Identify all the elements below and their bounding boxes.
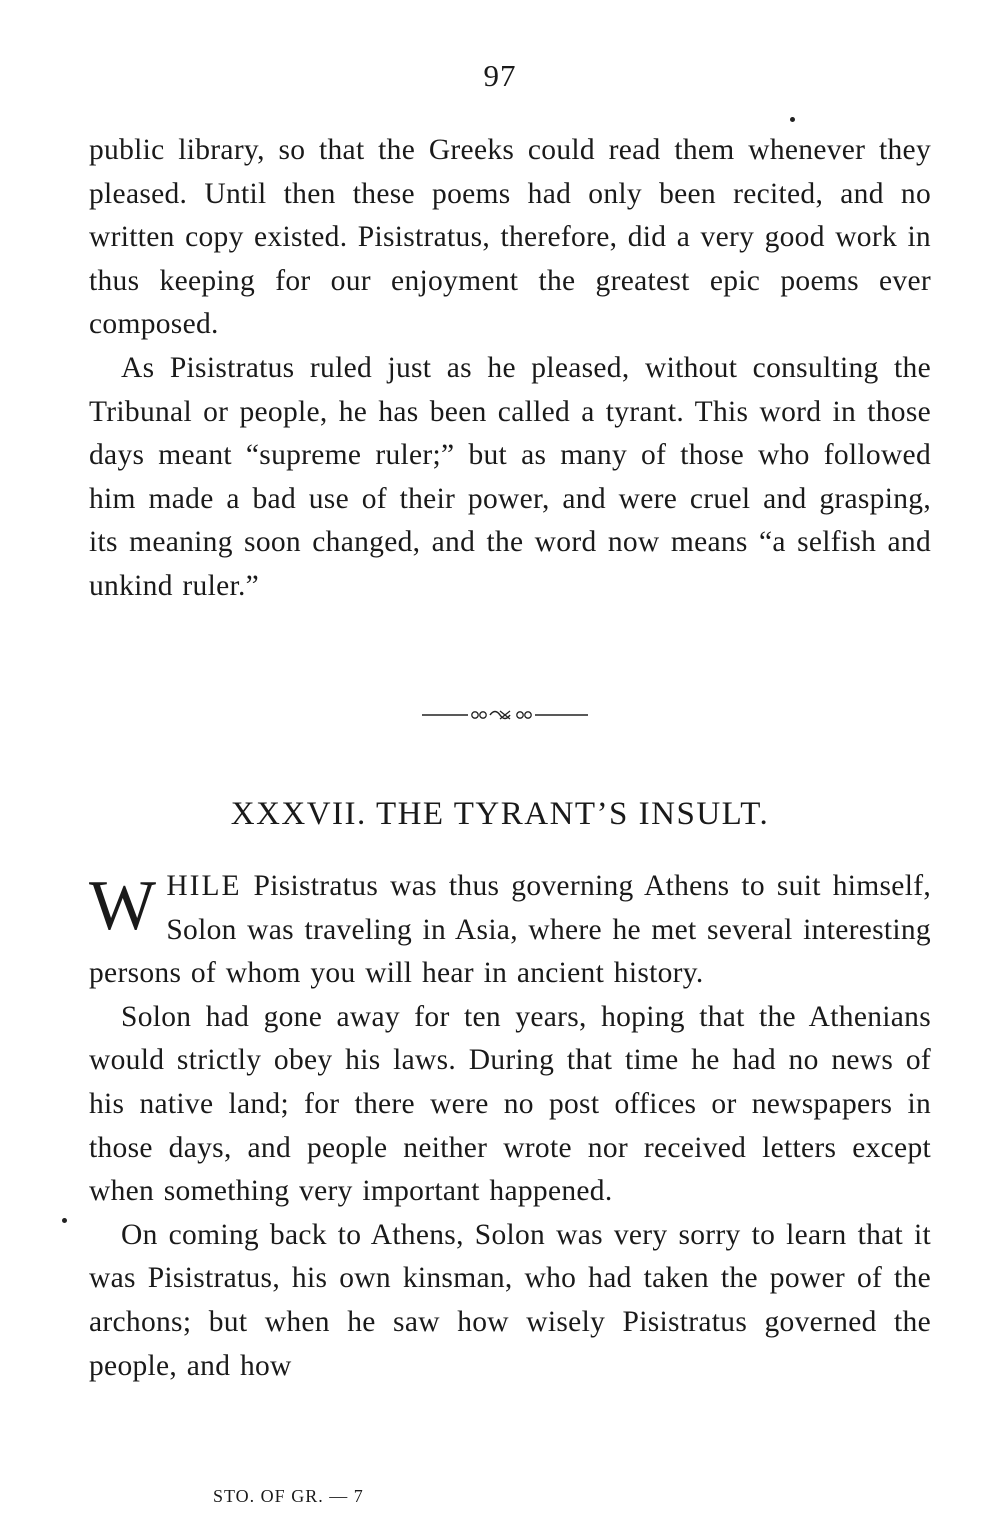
paragraph-library: public library, so that the Greeks could read them whenever they pleased. Until then these poems had only been recited, and no written copy existed. Pisistratus, therefore, did a very good work in thus keeping for our enjoyment the greatest epic poems ever composed. bbox=[89, 134, 931, 341]
paragraph-tyrant: As Pisistratus ruled just as he pleased, without consulting the Tribunal or people, he has been called a tyrant. This word in those days meant “supreme ruler;” but as many of those who followed him made a bad use of their power, and were cruel and grasping, its meaning soon changed, and the word now means “a selfish and unkind ruler.” bbox=[89, 351, 931, 602]
ink-speck bbox=[62, 1218, 67, 1223]
chapter-heading: XXXVII. THE TYRANT’S INSULT. bbox=[230, 796, 770, 832]
first-word: HILE bbox=[166, 870, 242, 902]
footer-signature: STO. OF GR. — 7 bbox=[213, 1486, 364, 1506]
section-divider-ornament bbox=[420, 704, 590, 724]
paragraph-return: On coming back to Athens, Solon was very sorry to learn that it was Pisistratus, his own kinsman, who had taken the power of the archons; but when he saw how wisely Pisistratus governed the people, and how bbox=[89, 1218, 931, 1382]
paragraph-solon-away: Solon had gone away for ten years, hoping that the Athenians would strictly obey his laws. During that time he had no news of his native land; for there were no post offices or newspapers in those days, and people neither wrote nor received letters except when something very important happened. bbox=[89, 1000, 931, 1208]
paragraph-while-rest: Pisistratus was thus governing Athens to suit himself, Solon was traveling in Asia, where he met several interesting persons of whom you will hear in ancient history. bbox=[89, 870, 931, 990]
drop-cap: W bbox=[89, 867, 157, 945]
paragraph-while bbox=[89, 865, 931, 996]
page-number: 97 bbox=[483, 58, 517, 93]
chapter-text bbox=[89, 865, 931, 1388]
top-text bbox=[89, 129, 931, 609]
ink-speck bbox=[790, 117, 795, 122]
